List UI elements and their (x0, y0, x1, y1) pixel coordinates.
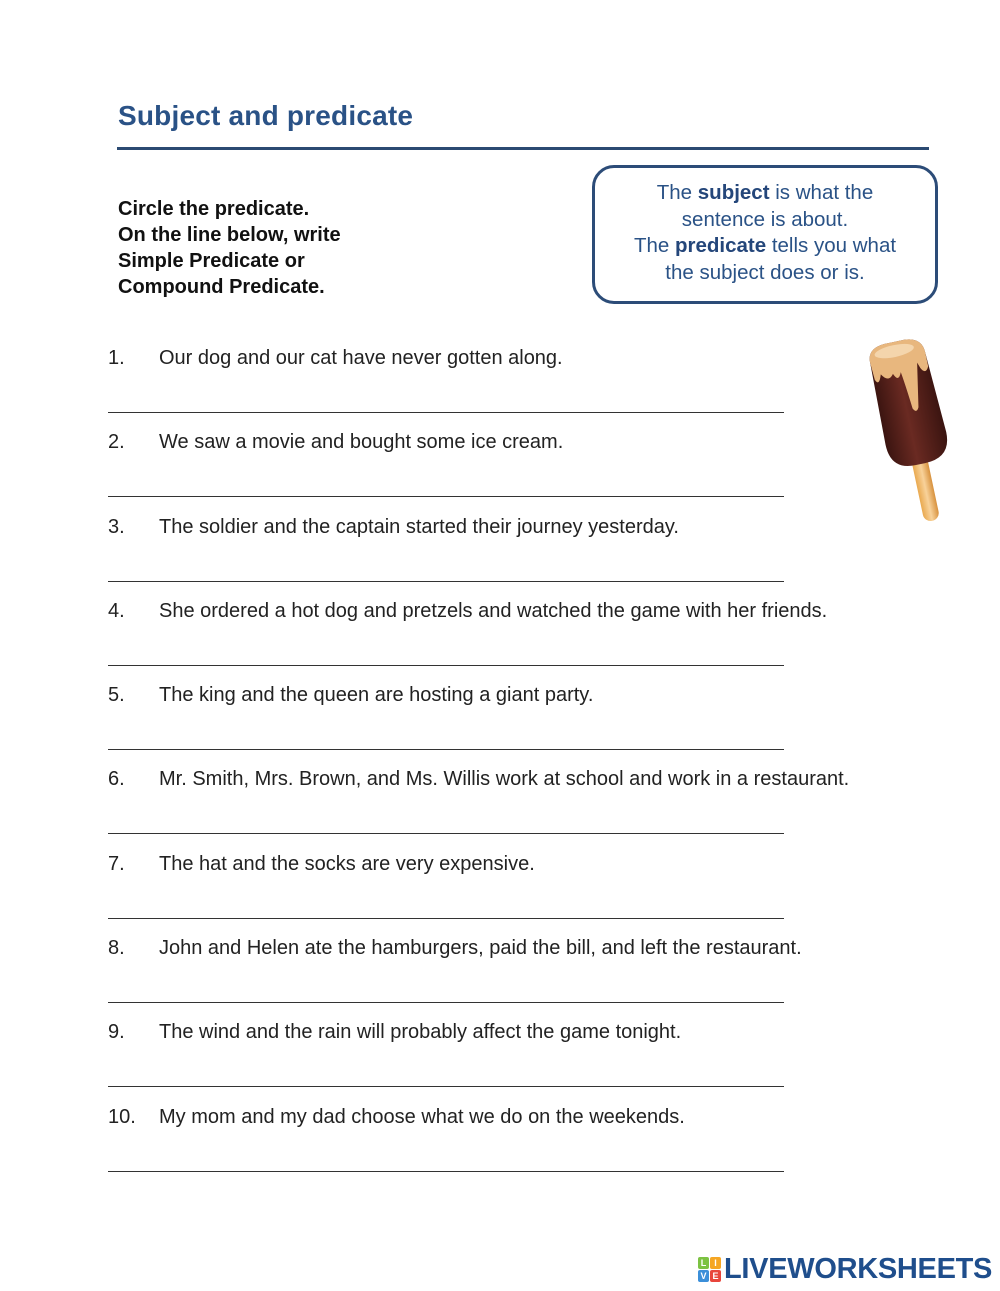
answer-input[interactable] (108, 412, 784, 413)
answer-input[interactable] (108, 749, 784, 750)
answer-input[interactable] (108, 1171, 784, 1172)
logo-blocks-icon (698, 1257, 721, 1282)
question-text: The king and the queen are hosting a giant party. (159, 684, 594, 707)
instructions (118, 196, 341, 300)
question-number: 6. (108, 768, 125, 791)
question-number: 4. (108, 599, 125, 622)
text: tells you what (766, 234, 897, 257)
answer-input[interactable] (108, 581, 784, 582)
definition-line: sentence is about. (681, 207, 849, 231)
question-text: The hat and the socks are very expensive. (159, 852, 535, 875)
text: is what the (769, 181, 874, 204)
question-item (108, 431, 968, 515)
question-item (108, 1021, 968, 1105)
question-number: 7. (108, 852, 125, 875)
question-item (108, 768, 968, 852)
logo-block: L (698, 1257, 709, 1269)
page-title: Subject and predicate (118, 100, 414, 131)
definition-line: the subject does or is. (665, 260, 865, 284)
answer-input[interactable] (108, 918, 784, 919)
instruction-line: Compound Predicate. (118, 276, 325, 298)
question-text: We saw a movie and bought some ice cream. (159, 431, 564, 454)
question-item (108, 1106, 968, 1190)
question-item (108, 684, 968, 768)
instruction-line: On the line below, write (118, 224, 341, 246)
question-number: 5. (108, 684, 125, 707)
question-item (108, 347, 968, 431)
question-text: The soldier and the captain started their journey yesterday. (159, 515, 679, 538)
term-subject: subject (697, 181, 770, 204)
logo-text: LIVEWORKSHEETS (724, 1252, 993, 1285)
logo-block: E (710, 1270, 721, 1282)
question-number: 2. (108, 431, 125, 454)
logo-block: I (710, 1257, 721, 1269)
question-text: Our dog and our cat have never gotten along. (159, 347, 563, 369)
question-item (108, 937, 968, 1021)
title-divider (117, 147, 929, 150)
answer-input[interactable] (108, 496, 784, 497)
question-text: The wind and the rain will probably affect the game tonight. (159, 1021, 682, 1044)
answer-input[interactable] (108, 1002, 784, 1003)
logo-block: V (698, 1270, 709, 1282)
answer-input[interactable] (108, 1086, 784, 1087)
definition-line (595, 233, 935, 260)
question-number: 10. (108, 1105, 136, 1128)
liveworksheets-logo[interactable] (698, 1254, 992, 1284)
question-number: 1. (108, 347, 125, 369)
instruction-line: Simple Predicate or (118, 250, 305, 272)
question-text: Mr. Smith, Mrs. Brown, and Ms. Willis work at school and work in a restaurant. (159, 768, 850, 791)
question-number: 8. (108, 937, 125, 960)
question-number: 3. (108, 515, 125, 538)
definition-line (595, 180, 935, 207)
text: The (633, 234, 675, 257)
instruction-line: Circle the predicate. (118, 198, 310, 220)
question-text: She ordered a hot dog and pretzels and watched the game with her friends. (159, 599, 828, 622)
question-item (108, 516, 968, 600)
term-predicate: predicate (674, 234, 767, 257)
question-item (108, 853, 968, 937)
question-number: 9. (108, 1021, 125, 1044)
question-item (108, 600, 968, 684)
answer-input[interactable] (108, 665, 784, 666)
text: The (656, 181, 698, 204)
answer-input[interactable] (108, 833, 784, 834)
definition-box (592, 165, 938, 304)
question-list (108, 347, 968, 1190)
question-text: John and Helen ate the hamburgers, paid the bill, and left the restaurant. (159, 937, 802, 960)
question-text: My mom and my dad choose what we do on the weekends. (159, 1105, 685, 1128)
